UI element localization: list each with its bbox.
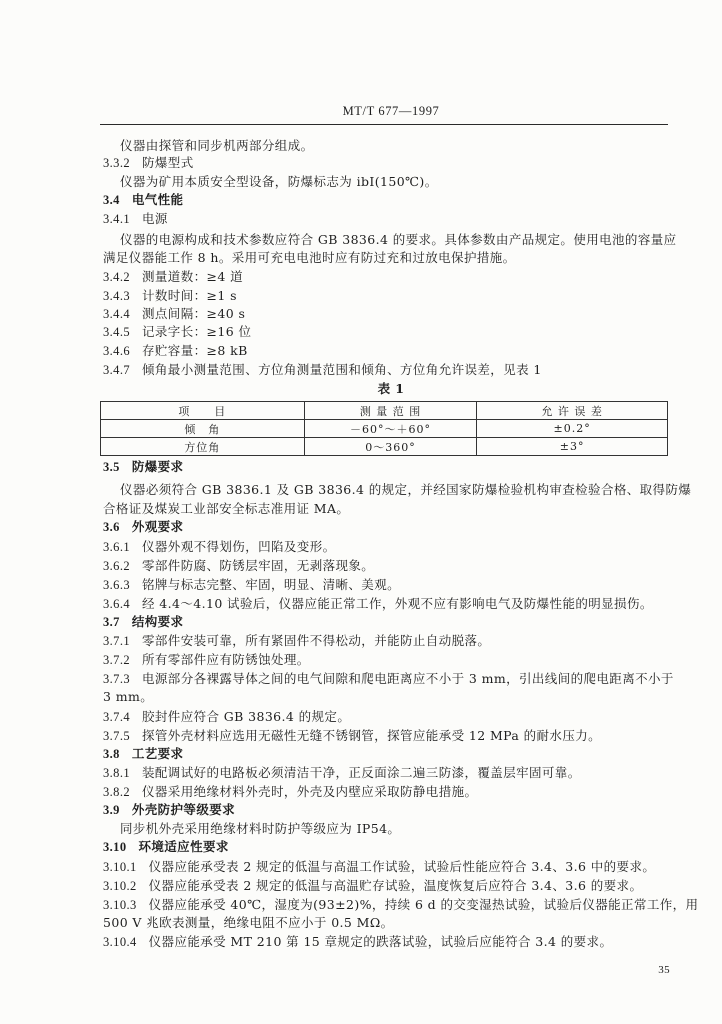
clause-text: 倾角最小测量范围、方位角测量范围和倾角、方位角允许误差，见表 1 [142,362,542,377]
clause-text: 胶封件应符合 GB 3836.4 的规定。 [142,709,351,724]
paragraph-text: 500 V 兆欧表测量，绝缘电阻不应小于 0.5 MΩ。 [103,915,394,930]
clause-3-8-1 [103,765,581,781]
table-header-row [101,402,668,420]
clause-3-4-4 [103,306,245,322]
clause-text: 零部件防腐、防锈层牢固，无剥落现象。 [142,558,375,573]
clause-3-6-1 [103,539,336,555]
clause-text: 防爆型式 [142,155,194,170]
clause-text: 存贮容量：≥8 kB [142,343,248,358]
clause-text: 经 4.4～4.10 试验后，仪器应能正常工作，外观不应有影响电气及防爆性能的明显损伤。 [142,596,653,611]
section-title: 环境适应性要求 [138,839,229,854]
clause-text: 计数时间：≥1 s [142,288,237,303]
clause-number: 3.7.2 [103,653,130,667]
paragraph-text: 仪器必须符合 GB 3836.1 及 GB 3836.4 的规定，并经国家防爆检验机构审查检验合格、取得防爆 [120,482,692,497]
paragraph-line [103,689,153,705]
clause-text: 测点间隔：≥40 s [142,306,246,321]
paragraph-line [120,174,438,190]
clause-3-7-3 [103,671,674,687]
section-heading-3-5 [103,459,183,475]
clause-text: 电源 [142,211,168,226]
section-title: 电气性能 [131,192,184,207]
clause-number: 3.7.1 [103,634,130,648]
clause-3-6-4 [103,596,653,612]
table-cell: 倾 角 [101,420,305,438]
clause-number: 3.4.7 [103,363,130,377]
clause-3-10-4 [103,934,612,950]
clause-text: 测量道数：≥4 道 [142,269,244,284]
section-number: 3.10 [103,840,127,854]
paragraph-line [120,138,314,154]
clause-number: 3.7.4 [103,710,130,724]
section-title: 外壳防护等级要求 [131,802,236,817]
clause-3-10-2 [103,878,642,894]
paragraph-text: 3 mm。 [103,689,154,704]
clause-3-10-1 [103,859,655,875]
section-title: 外观要求 [131,519,184,534]
section-number: 3.9 [103,803,120,817]
section-title: 防爆要求 [131,459,184,474]
clause-number: 3.6.4 [103,597,130,611]
table-row [101,438,668,456]
page-number: 35 [658,964,670,976]
header-item: 项 目 [101,402,305,420]
header-rule [100,124,668,125]
clause-3-4-6 [103,343,248,359]
paragraph-line [120,232,677,248]
paragraph-line [120,821,400,837]
paragraph-line [120,482,691,498]
clause-text: 仪器应能承受表 2 规定的低温与高温贮存试验，温度恢复后应符合 3.4、3.6 的要求。 [148,878,643,893]
clause-number: 3.10.4 [103,935,137,949]
clause-text: 仪器外观不得划伤，凹陷及变形。 [142,539,336,554]
clause-number: 3.7.5 [103,729,130,743]
clause-number: 3.4.4 [103,307,130,321]
section-title: 结构要求 [131,614,184,629]
clause-text: 电源部分各裸露导体之间的电气间隙和爬电距离应不小于 3 mm，引出线间的爬电距离不小于 [142,671,674,686]
table-cell: 方位角 [101,438,305,456]
table-row [101,420,668,438]
clause-3-6-2 [103,558,374,574]
clause-number: 3.8.1 [103,766,130,780]
clause-text: 零部件安装可靠，所有紧固件不得松动，并能防止自动脱落。 [142,633,491,648]
paragraph-text: 满足仪器能工作 8 h。采用可充电电池时应有防过充和过放电保护措施。 [103,250,516,265]
clause-text: 铭牌与标志完整、牢固，明显、清晰、美观。 [142,577,401,592]
clause-text: 仪器采用绝缘材料外壳时，外壳及内壁应采取防静电措施。 [142,784,478,799]
paragraph-text: 仪器由探管和同步机两部分组成。 [120,138,314,153]
table-cell: 0～360° [304,438,477,456]
header-range: 测 量 范 围 [304,402,477,420]
paragraph-line [103,915,394,931]
clause-3-4-5 [103,324,251,340]
clause-3-7-5 [103,728,601,744]
section-number: 3.6 [103,520,120,534]
clause-number: 3.4.2 [103,270,130,284]
clause-number: 3.3.2 [103,156,130,170]
table-cell: ±3° [477,438,668,456]
clause-number: 3.8.2 [103,785,130,799]
clause-3-4-7 [103,362,542,378]
section-heading-3-8 [103,746,183,762]
clause-number: 3.4.1 [103,212,130,226]
clause-number: 3.4.6 [103,344,130,358]
clause-3-3-2 [103,155,194,171]
clause-3-4-1 [103,211,168,227]
table-cell: ±0.2° [477,420,668,438]
clause-text: 记录字长：≥16 位 [142,324,252,339]
paragraph-line [103,250,516,266]
table-1 [100,401,668,456]
clause-number: 3.6.3 [103,578,130,592]
paragraph-text: 仪器为矿用本质安全型设备，防爆标志为 ibI(150℃)。 [120,174,438,189]
table-caption: 表 1 [377,381,405,396]
standard-number-header: MT/T 677—1997 [342,104,440,118]
clause-3-7-2 [103,652,310,668]
section-title: 工艺要求 [131,746,184,761]
clause-3-10-3 [103,897,698,913]
clause-3-8-2 [103,784,477,800]
section-number: 3.8 [103,747,120,761]
header-tolerance: 允 许 误 差 [477,402,668,420]
section-number: 3.5 [103,460,120,474]
paragraph-text: 同步机外壳采用绝缘材料时防护等级应为 IP54。 [120,821,401,836]
clause-number: 3.4.5 [103,325,130,339]
clause-number: 3.6.1 [103,540,130,554]
clause-number: 3.6.2 [103,559,130,573]
section-heading-3-6 [103,519,183,535]
section-heading-3-4 [103,192,183,208]
paragraph-text: 仪器的电源构成和技术参数应符合 GB 3836.4 的要求。具体参数由产品规定。使用电池的容量应 [120,232,677,247]
clause-text: 所有零部件应有防锈蚀处理。 [142,652,310,667]
clause-number: 3.7.3 [103,672,130,686]
clause-text: 仪器应能承受表 2 规定的低温与高温工作试验，试验后性能应符合 3.4、3.6 中的要求。 [148,859,656,874]
clause-number: 3.10.1 [103,860,137,874]
clause-3-4-3 [103,288,237,304]
clause-number: 3.10.2 [103,879,137,893]
clause-number: 3.10.3 [103,898,137,912]
clause-text: 仪器应能承受 40℃，湿度为(93±2)%，持续 6 d 的交变湿热试验，试验后仪器能正常工作，用 [148,897,699,912]
paragraph-line [103,501,349,517]
clause-3-7-1 [103,633,490,649]
clause-text: 仪器应能承受 MT 210 第 15 章规定的跌落试验，试验后应能符合 3.4 的要求。 [148,934,613,949]
section-number: 3.7 [103,615,120,629]
clause-3-6-3 [103,577,400,593]
clause-text: 探管外壳材料应选用无磁性无缝不锈钢管，探管应能承受 12 MPa 的耐水压力。 [142,728,602,743]
clause-3-4-2 [103,269,243,285]
table-cell: －60°～＋60° [304,420,477,438]
section-heading-3-7 [103,614,183,630]
clause-number: 3.4.3 [103,289,130,303]
clause-text: 装配调试好的电路板必须清洁干净，正反面涂二遍三防漆，覆盖层牢固可靠。 [142,765,581,780]
paragraph-text: 合格证及煤炭工业部安全标志准用证 MA。 [103,501,350,516]
section-heading-3-10 [103,839,229,855]
section-heading-3-9 [103,802,235,818]
clause-3-7-4 [103,709,350,725]
section-number: 3.4 [103,193,120,207]
